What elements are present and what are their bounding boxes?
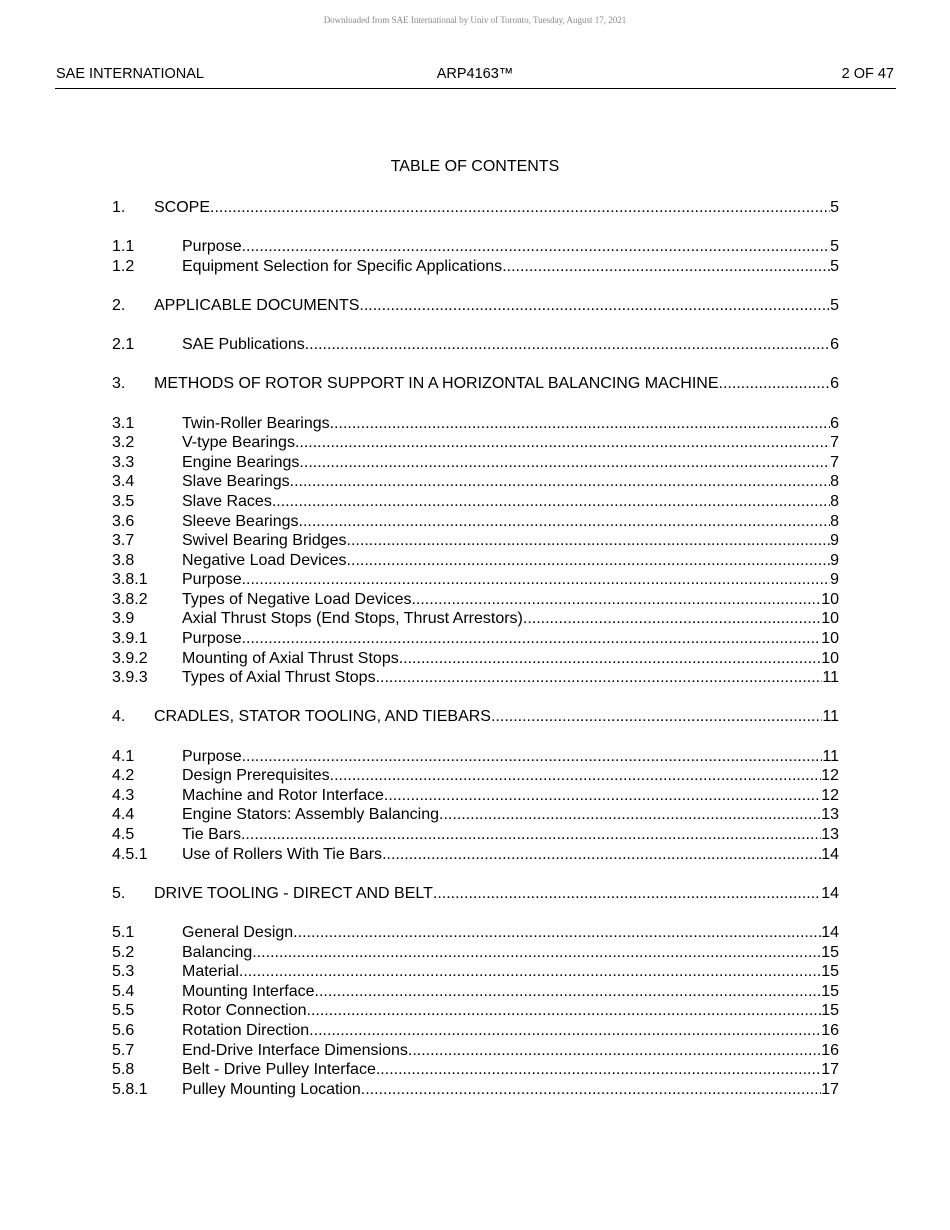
toc-entry[interactable] (112, 786, 839, 806)
toc-entry[interactable] (112, 943, 839, 963)
dot-leader (502, 257, 830, 277)
toc-entry-page: 6 (830, 414, 839, 432)
dot-leader (382, 845, 821, 865)
toc-entry-page: 16 (821, 1021, 839, 1039)
toc-entry-number: 5.6 (112, 1021, 135, 1039)
toc-entry-title: Mounting of Axial Thrust Stops (182, 649, 399, 667)
toc-entry-page: 14 (821, 923, 839, 941)
dot-leader (252, 943, 821, 963)
toc-entry-page: 9 (830, 532, 839, 550)
toc-entry-title: METHODS OF ROTOR SUPPORT IN A HORIZONTAL BALANCING MACHINE (154, 375, 719, 393)
toc-entry[interactable] (112, 805, 839, 825)
toc-entry-title: Belt - Drive Pulley Interface (182, 1061, 376, 1079)
toc-entry-line (182, 845, 839, 865)
toc-entry-number: 5.8 (112, 1061, 135, 1079)
toc-entry-page: 12 (821, 767, 839, 785)
toc-entry-line (182, 629, 839, 649)
toc-entry[interactable] (112, 551, 839, 571)
dot-leader (239, 962, 821, 982)
toc-entry[interactable] (112, 825, 839, 845)
toc-entry[interactable] (112, 335, 839, 355)
toc-entry-page: 17 (821, 1080, 839, 1098)
dot-leader (399, 649, 821, 669)
toc-entry[interactable] (112, 766, 839, 786)
toc-entry-title: Use of Rollers With Tie Bars (182, 845, 383, 863)
toc-entry-page: 5 (830, 199, 839, 216)
toc-entry-title: Engine Stators: Assembly Balancing (182, 806, 440, 824)
toc-entry-line (182, 982, 839, 1002)
dot-leader (439, 805, 821, 825)
toc-entry-title: Rotor Connection (182, 1002, 307, 1020)
toc-entry-page: 13 (821, 826, 839, 843)
dot-leader (309, 1021, 821, 1041)
toc-entry-number: 3. (112, 375, 126, 393)
toc-entry-number: 4.5 (112, 826, 135, 843)
toc-entry-line (182, 786, 839, 806)
toc-entry-line (182, 492, 839, 512)
dot-leader (241, 825, 821, 845)
toc-entry-page: 15 (821, 982, 839, 1000)
toc-entry[interactable] (112, 257, 839, 277)
toc-entry-line (182, 472, 839, 492)
toc-entry-page: 12 (821, 786, 839, 804)
toc-entry-line (182, 570, 839, 590)
toc-entry-line (154, 296, 839, 316)
header-document-id: ARP4163™ (436, 66, 514, 82)
dot-leader (307, 1001, 822, 1021)
toc-entry-line (182, 943, 839, 963)
toc-entry-line (182, 335, 839, 355)
toc-entry-line (154, 884, 839, 904)
toc-entry-line (182, 766, 839, 786)
toc-entry[interactable] (112, 296, 839, 316)
toc-entry-number: 5.7 (112, 1041, 135, 1059)
toc-entry-number: 3.9.2 (112, 649, 148, 667)
toc-entry[interactable] (112, 649, 839, 669)
toc-entry[interactable] (112, 492, 839, 512)
dot-leader (433, 884, 821, 904)
toc-entry-line (182, 1001, 839, 1021)
toc-entry-title: Machine and Rotor Interface (182, 786, 384, 804)
dot-leader (523, 609, 821, 629)
dot-leader (361, 1080, 821, 1100)
toc-entry[interactable] (112, 1041, 839, 1061)
toc-entry-title: Slave Bearings (182, 473, 290, 491)
toc-entry-number: 3.9 (112, 610, 135, 628)
toc-entry-page: 9 (830, 551, 839, 569)
toc-entry-line (182, 551, 839, 571)
toc-entry-number: 5.1 (112, 923, 135, 941)
dot-leader (272, 492, 830, 512)
toc-entry[interactable] (112, 198, 839, 218)
dot-leader (359, 296, 830, 316)
page-header (55, 66, 895, 84)
toc-entry-title: Engine Bearings (182, 453, 300, 471)
dot-leader (210, 198, 830, 218)
toc-entry-line (182, 433, 839, 453)
toc-entry-line (182, 237, 839, 257)
toc-entry-number: 3.7 (112, 532, 135, 550)
toc-entry-page: 15 (821, 1002, 839, 1020)
toc-entry-page: 13 (821, 806, 839, 824)
dot-leader (376, 1060, 821, 1080)
toc-entry-line (182, 1021, 839, 1041)
toc-entry-page: 8 (830, 473, 839, 491)
toc-entry[interactable] (112, 747, 839, 767)
toc-entry-title: Design Prerequisites (182, 767, 330, 785)
toc-entry-line (154, 198, 839, 218)
dot-leader (330, 766, 822, 786)
toc-entry-title: Axial Thrust Stops (End Stops, Thrust Arrestors) (182, 610, 523, 628)
toc-entry[interactable] (112, 1001, 839, 1021)
toc-entry-number: 5.5 (112, 1002, 135, 1020)
dot-leader (293, 923, 821, 943)
toc-entry-number: 3.8.1 (112, 571, 148, 589)
toc-entry-page: 17 (821, 1061, 839, 1079)
toc-entry-line (154, 707, 839, 727)
dot-leader (242, 629, 822, 649)
toc-entry[interactable] (112, 590, 839, 610)
toc-entry[interactable] (112, 1080, 839, 1100)
toc-entry-line (182, 1041, 839, 1061)
dot-leader (384, 786, 821, 806)
toc-entry-line (182, 453, 839, 473)
toc-entry-page: 5 (830, 257, 839, 275)
table-of-contents (112, 198, 839, 1099)
toc-entry[interactable] (112, 707, 839, 727)
toc-entry-title: Mounting Interface (182, 982, 315, 1000)
toc-entry-line (182, 962, 839, 982)
toc-entry[interactable] (112, 414, 839, 434)
toc-entry[interactable] (112, 1060, 839, 1080)
header-publisher: SAE INTERNATIONAL (56, 66, 204, 82)
toc-entry-number: 3.6 (112, 512, 135, 530)
toc-entry-title: General Design (182, 923, 294, 941)
toc-entry[interactable] (112, 237, 839, 257)
toc-entry-title: Purpose (182, 238, 242, 256)
toc-entry-number: 1.1 (112, 238, 135, 256)
toc-entry-page: 11 (822, 708, 839, 726)
toc-entry-number: 2.1 (112, 336, 135, 354)
toc-entry-title: Swivel Bearing Bridges (182, 532, 347, 550)
toc-entry-number: 5.3 (112, 963, 135, 981)
toc-entry-number: 4.3 (112, 786, 135, 804)
header-rule (55, 88, 896, 89)
toc-entry-line (182, 590, 839, 610)
toc-entry-number: 5.4 (112, 982, 135, 1000)
toc-entry-page: 7 (830, 453, 839, 471)
toc-entry[interactable] (112, 845, 839, 865)
dot-leader (242, 747, 823, 767)
toc-entry-title: Purpose (182, 571, 242, 589)
dot-leader (330, 414, 830, 434)
toc-entry-number: 3.3 (112, 453, 135, 471)
toc-entry-title: Sleeve Bearings (182, 512, 299, 530)
toc-entry-line (182, 531, 839, 551)
toc-entry-title: Purpose (182, 747, 242, 765)
toc-entry-title: CRADLES, STATOR TOOLING, AND TIEBARS (154, 708, 491, 726)
toc-entry-number: 3.5 (112, 492, 135, 510)
toc-entry-number: 3.1 (112, 414, 135, 432)
toc-entry[interactable] (112, 512, 839, 532)
toc-entry[interactable] (112, 629, 839, 649)
toc-entry-page: 14 (821, 884, 839, 902)
toc-entry-page: 6 (830, 375, 839, 393)
dot-leader (315, 982, 822, 1002)
toc-entry-title: APPLICABLE DOCUMENTS (154, 296, 360, 314)
toc-entry[interactable] (112, 433, 839, 453)
toc-entry-page: 15 (821, 963, 839, 981)
toc-entry-title: Pulley Mounting Location (182, 1080, 361, 1098)
toc-entry-title: Types of Axial Thrust Stops (182, 669, 376, 687)
toc-entry-page: 5 (830, 238, 839, 256)
toc-entry-title: Rotation Direction (182, 1021, 310, 1039)
toc-entry-number: 4.1 (112, 747, 135, 765)
toc-entry-page: 14 (821, 845, 839, 863)
toc-entry-number: 3.4 (112, 473, 135, 491)
toc-entry-line (182, 414, 839, 434)
toc-entry-page: 16 (821, 1041, 839, 1059)
toc-entry-line (154, 374, 839, 394)
toc-entry-page: 10 (821, 610, 839, 628)
download-watermark: Downloaded from SAE International by Univ of Toronto, Tuesday, August 17, 2021 (323, 15, 627, 25)
toc-entry-page: 11 (822, 747, 839, 765)
toc-entry-page: 15 (821, 943, 839, 961)
toc-entry[interactable] (112, 923, 839, 943)
toc-entry-title: Types of Negative Load Devices (182, 590, 412, 608)
toc-entry-page: 10 (821, 590, 839, 608)
toc-entry-number: 5.8.1 (112, 1080, 148, 1098)
toc-entry-line (182, 649, 839, 669)
dot-leader (295, 433, 830, 453)
toc-entry[interactable] (112, 374, 839, 394)
toc-entry-number: 4.4 (112, 806, 135, 824)
toc-entry-line (182, 825, 839, 845)
toc-entry-title: SCOPE (154, 199, 211, 216)
toc-entry-title: Material (182, 963, 239, 981)
toc-entry-number: 3.8.2 (112, 590, 148, 608)
toc-entry-number: 5. (112, 884, 126, 902)
toc-entry-page: 8 (830, 492, 839, 510)
toc-entry[interactable] (112, 453, 839, 473)
dot-leader (290, 472, 830, 492)
toc-entry-number: 4.5.1 (112, 845, 148, 863)
toc-entry-page: 5 (830, 296, 839, 314)
toc-entry-title: V-type Bearings (182, 434, 295, 452)
toc-entry-page: 7 (830, 434, 839, 452)
toc-entry-title: End-Drive Interface Dimensions (182, 1041, 408, 1059)
dot-leader (408, 1041, 821, 1061)
toc-entry-number: 2. (112, 296, 126, 314)
toc-entry-title: Twin-Roller Bearings (182, 414, 330, 432)
toc-entry[interactable] (112, 982, 839, 1002)
toc-entry-title: Balancing (182, 943, 253, 961)
toc-entry-number: 3.9.1 (112, 630, 148, 648)
toc-entry-number: 5.2 (112, 943, 135, 961)
toc-entry-number: 3.9.3 (112, 669, 148, 687)
toc-entry-title: SAE Publications (182, 336, 305, 354)
toc-entry[interactable] (112, 1021, 839, 1041)
toc-entry[interactable] (112, 570, 839, 590)
toc-entry-page: 10 (821, 630, 839, 648)
toc-title: TABLE OF CONTENTS (390, 158, 560, 175)
toc-entry[interactable] (112, 531, 839, 551)
toc-entry-line (182, 512, 839, 532)
toc-entry-line (182, 747, 839, 767)
dot-leader (376, 668, 823, 688)
toc-entry-line (182, 923, 839, 943)
toc-entry-title: Tie Bars (182, 826, 241, 843)
toc-entry[interactable] (112, 668, 839, 688)
toc-entry-page: 10 (821, 649, 839, 667)
toc-entry-line (182, 1060, 839, 1080)
toc-entry-page: 9 (830, 571, 839, 589)
dot-leader (411, 590, 821, 610)
toc-entry-page: 6 (830, 336, 839, 354)
dot-leader (491, 707, 822, 727)
toc-entry-number: 4.2 (112, 767, 135, 785)
dot-leader (242, 570, 831, 590)
toc-entry-title: Equipment Selection for Specific Applications (182, 257, 503, 275)
toc-entry-number: 3.2 (112, 434, 135, 452)
toc-entry-line (182, 805, 839, 825)
toc-entry-title: Slave Races (182, 492, 272, 510)
toc-entry-line (182, 1080, 839, 1100)
header-page-number: 2 OF 47 (841, 66, 894, 82)
toc-entry[interactable] (112, 609, 839, 629)
dot-leader (299, 453, 830, 473)
toc-entry-line (182, 668, 839, 688)
toc-entry-number: 4. (112, 708, 126, 726)
toc-entry-line (182, 609, 839, 629)
toc-entry[interactable] (112, 962, 839, 982)
toc-entry-page: 8 (830, 512, 839, 530)
dot-leader (347, 531, 831, 551)
toc-entry-number: 3.8 (112, 551, 135, 569)
dot-leader (299, 512, 831, 532)
toc-entry-page: 11 (822, 669, 839, 687)
toc-entry[interactable] (112, 472, 839, 492)
toc-entry-title: Negative Load Devices (182, 551, 347, 569)
toc-entry-number: 1. (112, 199, 126, 216)
dot-leader (305, 335, 830, 355)
dot-leader (347, 551, 831, 571)
toc-entry[interactable] (112, 884, 839, 904)
toc-entry-title: DRIVE TOOLING - DIRECT AND BELT (154, 884, 433, 902)
dot-leader (242, 237, 831, 257)
dot-leader (719, 374, 831, 394)
toc-entry-title: Purpose (182, 630, 242, 648)
toc-entry-line (182, 257, 839, 277)
toc-entry-number: 1.2 (112, 257, 135, 275)
